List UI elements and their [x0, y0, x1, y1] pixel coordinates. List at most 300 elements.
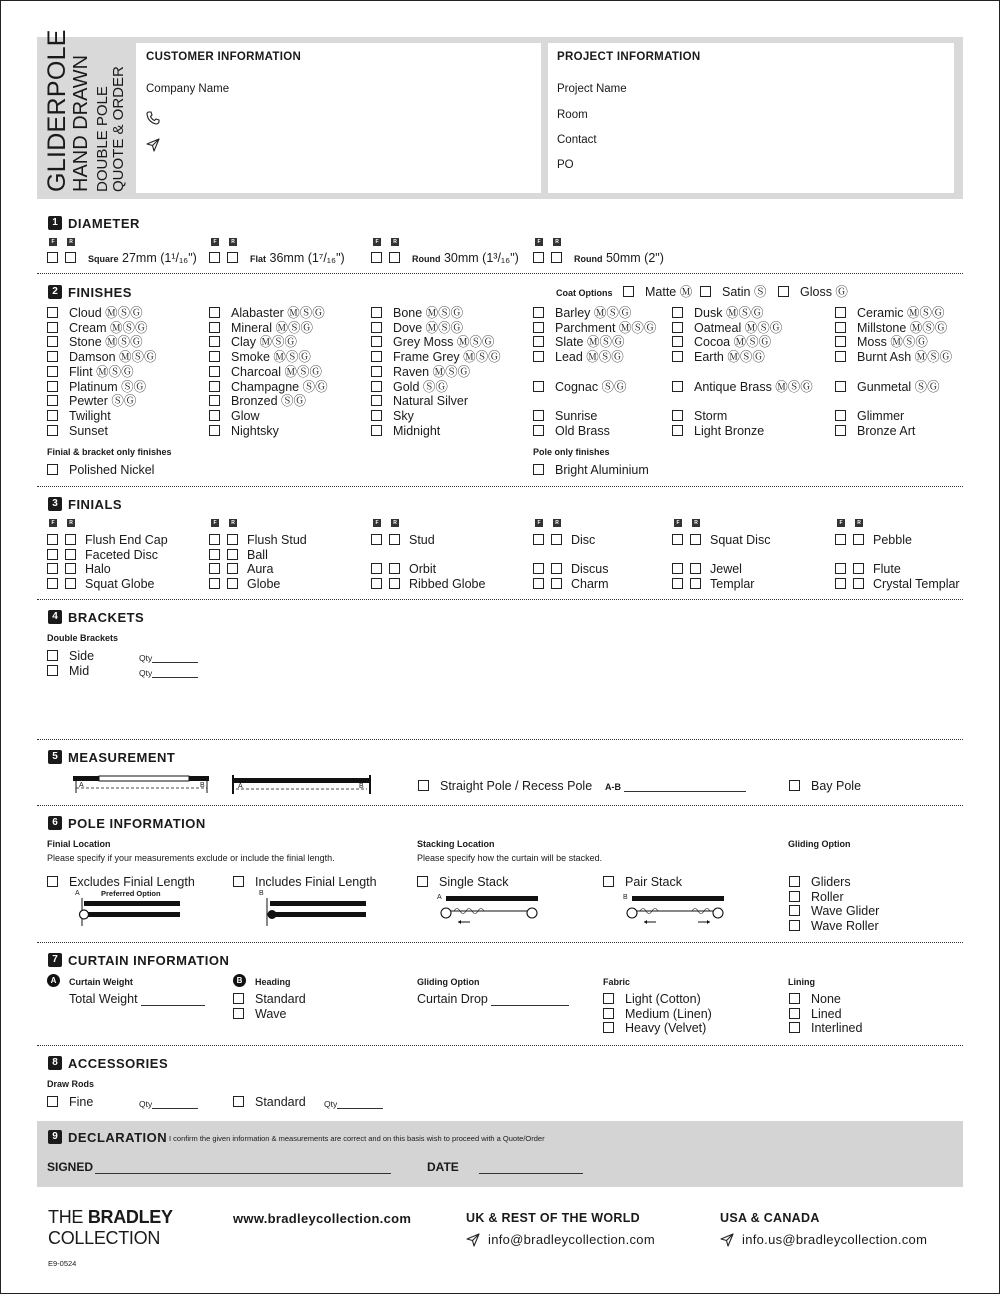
bracket-r-marker: R — [229, 519, 237, 527]
option-label: Cocoa ⓂⓈⒼ — [694, 335, 772, 349]
checkbox[interactable] — [789, 1008, 800, 1019]
phone-icon — [146, 111, 160, 130]
option-label: Grey Moss ⓂⓈⒼ — [393, 335, 495, 349]
checkbox[interactable] — [603, 1022, 614, 1033]
finial-name: Flush Stud — [247, 533, 307, 547]
option-label: Gliders — [811, 875, 851, 889]
diameter-prefix: Round — [574, 254, 603, 264]
option-label: Old Brass — [555, 424, 610, 438]
stacking-location-label: Stacking Location — [417, 839, 495, 849]
checkbox[interactable] — [672, 410, 683, 421]
checkbox[interactable] — [533, 381, 544, 392]
bradley-logo: THE BRADLEY COLLECTION — [48, 1207, 173, 1248]
straight-pole-diagram: A B — [73, 775, 213, 800]
option-label: Gloss Ⓖ — [800, 285, 848, 299]
project-name-field[interactable]: Project Name — [557, 83, 627, 95]
option-label: Natural Silver — [393, 394, 469, 408]
project-heading: PROJECT INFORMATION — [557, 51, 701, 63]
finial-checkbox[interactable] — [533, 534, 544, 545]
finial-name: Crystal Templar — [873, 577, 960, 591]
checkbox[interactable] — [533, 322, 544, 333]
bracket-checkbox[interactable] — [227, 578, 238, 589]
finial-name: Disc — [571, 533, 596, 547]
diameter-option-2 — [412, 251, 519, 265]
checkbox[interactable] — [835, 336, 846, 347]
checkbox[interactable] — [47, 876, 58, 887]
mid-qty-field[interactable]: Qty — [139, 668, 198, 678]
diameter-option-0 — [88, 251, 197, 265]
checkbox[interactable] — [371, 395, 382, 406]
option-label: Light (Cotton) — [625, 992, 701, 1006]
finial-checkbox[interactable] — [835, 563, 846, 574]
checkbox[interactable] — [209, 381, 220, 392]
finial-name: Discus — [571, 562, 609, 576]
checkbox[interactable] — [603, 1008, 614, 1019]
finial-checkbox[interactable] — [209, 549, 220, 560]
option-label: Cream ⓂⓈⒼ — [69, 321, 148, 335]
checkbox[interactable] — [371, 366, 382, 377]
checkbox[interactable] — [209, 395, 220, 406]
finial-checkbox[interactable] — [533, 578, 544, 589]
finial-checkbox[interactable] — [209, 578, 220, 589]
finial-checkbox[interactable] — [47, 549, 58, 560]
total-weight-field[interactable]: Total Weight — [69, 992, 205, 1006]
checkbox[interactable] — [417, 876, 428, 887]
section-9-number: 9 — [48, 1130, 62, 1144]
diameter-option-1 — [250, 251, 345, 265]
option-label: Alabaster ⓂⓈⒼ — [231, 306, 325, 320]
finial-checkbox[interactable] — [47, 578, 58, 589]
checkbox[interactable] — [47, 464, 58, 475]
send-icon — [466, 1233, 480, 1252]
option-label: Mineral ⓂⓈⒼ — [231, 321, 313, 335]
diameter-prefix: Square — [88, 254, 119, 264]
checkbox[interactable] — [371, 425, 382, 436]
option-label: Wave Roller — [811, 919, 879, 933]
checkbox[interactable] — [835, 410, 846, 421]
checkbox[interactable] — [209, 425, 220, 436]
divider — [37, 739, 963, 740]
checkbox[interactable] — [672, 307, 683, 318]
section-7-number: 7 — [48, 953, 62, 967]
title-quote-order: QUOTE & ORDER — [110, 66, 127, 192]
option-label: Millstone ⓂⓈⒼ — [857, 321, 948, 335]
company-name-field[interactable]: Company Name — [146, 83, 230, 95]
checkbox[interactable] — [233, 993, 244, 1004]
bracket-checkbox[interactable] — [389, 563, 400, 574]
declaration-text: I confirm the given information & measurements are correct and on this basis wish to proceed with a Quote/Order — [169, 1134, 545, 1143]
checkbox[interactable] — [233, 1008, 244, 1019]
option-label: Bronzed ⓈⒼ — [231, 394, 307, 408]
finishes-title: FINISHES — [68, 285, 132, 300]
option-label: Matte Ⓜ — [645, 285, 693, 299]
bracket-checkbox[interactable] — [65, 549, 76, 560]
bracket-checkbox[interactable] — [227, 252, 238, 263]
checkbox[interactable] — [371, 336, 382, 347]
finial-checkbox[interactable] — [672, 534, 683, 545]
finial-checkbox[interactable] — [209, 534, 220, 545]
pair-stack-diagram: B — [626, 893, 728, 932]
section-3-number: 3 — [48, 497, 62, 511]
option-label: Damson ⓂⓈⒼ — [69, 350, 157, 364]
title-gliderpole: GLIDERPOLE — [43, 29, 71, 192]
us-email-link[interactable]: info.us@bradleycollection.com — [742, 1232, 928, 1247]
bracket-r-marker: R — [855, 519, 863, 527]
checkbox[interactable] — [623, 286, 634, 297]
divider — [37, 1045, 963, 1046]
diameter-title: DIAMETER — [68, 216, 140, 231]
option-label: Bone ⓂⓈⒼ — [393, 306, 464, 320]
bracket-r-marker: R — [229, 238, 237, 246]
checkbox[interactable] — [789, 905, 800, 916]
option-label: Dusk ⓂⓈⒼ — [694, 306, 764, 320]
bracket-checkbox[interactable] — [65, 534, 76, 545]
option-label: Heavy (Velvet) — [625, 1021, 707, 1035]
uk-heading: UK & REST OF THE WORLD — [466, 1211, 640, 1225]
excludes-finial-diagram: A — [72, 890, 184, 931]
option-label: Sunrise — [555, 409, 598, 423]
finial-name: Templar — [710, 577, 755, 591]
option-label: Champagne ⓈⒼ — [231, 380, 328, 394]
finial-checkbox[interactable] — [371, 578, 382, 589]
option-label: Glimmer — [857, 409, 905, 423]
finial-f-marker: F — [49, 238, 57, 246]
checkbox[interactable] — [533, 410, 544, 421]
option-label: Bronze Art — [857, 424, 916, 438]
standard-qty-field[interactable]: Qty — [324, 1099, 383, 1109]
option-label: Pewter ⓈⒼ — [69, 394, 137, 408]
divider — [37, 486, 963, 487]
bracket-checkbox[interactable] — [853, 563, 864, 574]
bracket-checkbox[interactable] — [551, 578, 562, 589]
fabric-label: Fabric — [603, 977, 631, 987]
uk-email-link[interactable]: info@bradleycollection.com — [488, 1232, 655, 1247]
po-field[interactable]: PO — [557, 159, 574, 171]
preferred-option-label: Preferred Option — [101, 889, 161, 898]
checkbox[interactable] — [47, 395, 58, 406]
option-label: Gunmetal ⓈⒼ — [857, 380, 940, 394]
section-4-number: 4 — [48, 610, 62, 624]
checkbox[interactable] — [209, 351, 220, 362]
checkbox[interactable] — [209, 336, 220, 347]
option-label: Satin Ⓢ — [722, 285, 767, 299]
option-label: Cloud ⓂⓈⒼ — [69, 306, 143, 320]
brackets-title: BRACKETS — [68, 610, 145, 625]
option-label: Sunset — [69, 424, 108, 438]
option-label: Gold ⓈⒼ — [393, 380, 448, 394]
option-label: Roller — [811, 890, 844, 904]
checkbox[interactable] — [789, 993, 800, 1004]
customer-heading: CUSTOMER INFORMATION — [146, 51, 302, 63]
bracket-checkbox[interactable] — [690, 578, 701, 589]
bracket-checkbox[interactable] — [551, 534, 562, 545]
contact-field[interactable]: Contact — [557, 134, 597, 146]
finial-name: Flush End Cap — [85, 533, 168, 547]
checkbox[interactable] — [835, 351, 846, 362]
checkbox[interactable] — [672, 322, 683, 333]
checkbox[interactable] — [233, 876, 244, 887]
date-field[interactable]: DATE — [427, 1160, 583, 1174]
option-label: Storm — [694, 409, 728, 423]
finial-checkbox[interactable] — [371, 252, 382, 263]
gliding-option-label: Gliding Option — [788, 839, 851, 849]
diameter-prefix: Flat — [250, 254, 267, 264]
title-hand-drawn: HAND DRAWN — [70, 54, 92, 192]
diameter-prefix: Round — [412, 254, 441, 264]
checkbox[interactable] — [47, 351, 58, 362]
option-label: Medium (Linen) — [625, 1007, 712, 1021]
checkbox[interactable] — [672, 381, 683, 392]
finial-checkbox[interactable] — [533, 563, 544, 574]
room-field[interactable]: Room — [557, 109, 588, 121]
checkbox[interactable] — [47, 381, 58, 392]
fine-qty-field[interactable]: Qty — [139, 1099, 198, 1109]
curtain-information-title: CURTAIN INFORMATION — [68, 953, 230, 968]
bracket-checkbox[interactable] — [227, 563, 238, 574]
diameter-size: 50mm (2") — [605, 251, 664, 265]
divider — [37, 805, 963, 806]
option-label: Parchment ⓂⓈⒼ — [555, 321, 657, 335]
finial-f-marker: F — [535, 238, 543, 246]
option-label: Charcoal ⓂⓈⒼ — [231, 365, 322, 379]
finial-checkbox[interactable] — [47, 252, 58, 263]
option-label: Dove ⓂⓈⒼ — [393, 321, 464, 335]
checkbox[interactable] — [371, 322, 382, 333]
option-label: Flint ⓂⓈⒼ — [69, 365, 134, 379]
finials-title: FINIALS — [68, 497, 123, 512]
option-label: Burnt Ash ⓂⓈⒼ — [857, 350, 953, 364]
curtain-gliding-option-label: Gliding Option — [417, 977, 480, 987]
curtain-drop-field[interactable]: Curtain Drop — [417, 992, 569, 1006]
finial-checkbox[interactable] — [672, 563, 683, 574]
finial-checkbox[interactable] — [371, 563, 382, 574]
circle-b-badge: B — [233, 974, 246, 987]
bracket-checkbox[interactable] — [65, 252, 76, 263]
option-label: Nightsky — [231, 424, 279, 438]
bracket-r-marker: R — [692, 519, 700, 527]
bracket-checkbox[interactable] — [690, 563, 701, 574]
option-label: Midnight — [393, 424, 441, 438]
finial-checkbox[interactable] — [47, 563, 58, 574]
coat-options-label: Coat Options — [556, 288, 613, 298]
checkbox[interactable] — [672, 336, 683, 347]
checkbox[interactable] — [778, 286, 789, 297]
finial-checkbox[interactable] — [835, 578, 846, 589]
checkbox[interactable] — [789, 1022, 800, 1033]
checkbox[interactable] — [789, 920, 800, 931]
accessories-title: ACCESSORIES — [68, 1056, 169, 1071]
heading-label: Heading — [255, 977, 291, 987]
bracket-checkbox[interactable] — [389, 534, 400, 545]
checkbox[interactable] — [835, 307, 846, 318]
checkbox[interactable] — [835, 425, 846, 436]
checkbox[interactable] — [603, 876, 614, 887]
checkbox[interactable] — [371, 351, 382, 362]
project-info-box — [548, 43, 954, 193]
finial-name: Flute — [873, 562, 901, 576]
includes-finial-diagram: B — [258, 890, 370, 931]
option-label: Lead ⓂⓈⒼ — [555, 350, 624, 364]
finial-name: Pebble — [873, 533, 912, 547]
finial-f-marker: F — [211, 519, 219, 527]
option-label: Oatmeal ⓂⓈⒼ — [694, 321, 783, 335]
curtain-weight-label: Curtain Weight — [69, 977, 133, 987]
checkbox[interactable] — [533, 351, 544, 362]
diameter-size: 36mm (1⁷/₁₆") — [269, 251, 345, 265]
checkbox[interactable] — [789, 780, 800, 791]
checkbox[interactable] — [209, 366, 220, 377]
checkbox[interactable] — [789, 876, 800, 887]
us-heading: USA & CANADA — [720, 1211, 820, 1225]
checkbox[interactable] — [533, 425, 544, 436]
checkbox[interactable] — [47, 366, 58, 377]
diameter-option-3 — [574, 251, 664, 265]
bracket-r-marker: R — [553, 238, 561, 246]
checkbox[interactable] — [371, 410, 382, 421]
option-label: Earth ⓂⓈⒼ — [694, 350, 765, 364]
side-qty-field[interactable]: Qty — [139, 653, 198, 663]
checkbox[interactable] — [533, 464, 544, 475]
checkbox[interactable] — [209, 307, 220, 318]
option-label: Ceramic ⓂⓈⒼ — [857, 306, 945, 320]
checkbox[interactable] — [672, 351, 683, 362]
option-label: None — [811, 992, 841, 1006]
divider — [37, 942, 963, 943]
ab-measurement-field[interactable]: A-B — [605, 782, 746, 792]
recess-pole-diagram: A B — [232, 775, 372, 800]
checkbox[interactable] — [47, 307, 58, 318]
option-label: Platinum ⓈⒼ — [69, 380, 147, 394]
finial-name: Aura — [247, 562, 274, 576]
single-stack-diagram: A — [440, 893, 542, 932]
finial-name: Ball — [247, 548, 268, 562]
website-link[interactable]: www.bradleycollection.com — [233, 1211, 412, 1226]
finial-name: Charm — [571, 577, 609, 591]
checkbox[interactable] — [418, 780, 429, 791]
finial-name: Squat Disc — [710, 533, 771, 547]
checkbox[interactable] — [533, 336, 544, 347]
signed-field[interactable]: SIGNED — [47, 1160, 391, 1174]
option-label: Antique Brass ⓂⓈⒼ — [694, 380, 813, 394]
section-8-number: 8 — [48, 1056, 62, 1070]
checkbox[interactable] — [47, 650, 58, 661]
bracket-checkbox[interactable] — [389, 578, 400, 589]
declaration-title: DECLARATION — [68, 1130, 168, 1145]
checkbox[interactable] — [700, 286, 711, 297]
bracket-checkbox[interactable] — [65, 578, 76, 589]
option-label: Smoke ⓂⓈⒼ — [231, 350, 311, 364]
checkbox[interactable] — [209, 410, 220, 421]
checkbox[interactable] — [789, 891, 800, 902]
checkbox[interactable] — [47, 425, 58, 436]
checkbox[interactable] — [47, 336, 58, 347]
finial-location-note: Please specify if your measurements exclude or include the finial length. — [47, 853, 335, 863]
finial-f-marker: F — [49, 519, 57, 527]
bracket-checkbox[interactable] — [65, 563, 76, 574]
section-1-number: 1 — [48, 216, 62, 230]
section-5-number: 5 — [48, 750, 62, 764]
finial-f-marker: F — [837, 519, 845, 527]
declaration-band — [37, 1121, 963, 1187]
checkbox[interactable] — [47, 665, 58, 676]
checkbox[interactable] — [47, 410, 58, 421]
finial-name: Globe — [247, 577, 281, 591]
section-2-number: 2 — [48, 285, 62, 299]
lining-label: Lining — [788, 977, 815, 987]
finial-checkbox[interactable] — [835, 534, 846, 545]
double-brackets-label: Double Brackets — [47, 633, 119, 643]
checkbox[interactable] — [603, 993, 614, 1004]
finial-f-marker: F — [373, 238, 381, 246]
finial-checkbox[interactable] — [47, 534, 58, 545]
section-6-number: 6 — [48, 816, 62, 830]
option-label: Slate ⓂⓈⒼ — [555, 335, 625, 349]
bracket-checkbox[interactable] — [227, 534, 238, 545]
option-label: Wave Glider — [811, 904, 880, 918]
send-icon — [146, 138, 160, 157]
finial-f-marker: F — [211, 238, 219, 246]
finial-checkbox[interactable] — [672, 578, 683, 589]
send-icon — [720, 1233, 734, 1252]
finial-name: Faceted Disc — [85, 548, 158, 562]
finial-checkbox[interactable] — [371, 534, 382, 545]
checkbox[interactable] — [835, 381, 846, 392]
option-label: Cognac ⓈⒼ — [555, 380, 627, 394]
checkbox[interactable] — [209, 322, 220, 333]
option-label: Glow — [231, 409, 260, 423]
divider — [37, 273, 963, 274]
finial-f-marker: F — [373, 519, 381, 527]
finial-bracket-finishes-label: Finial & bracket only finishes — [47, 447, 172, 457]
option-label: Barley ⓂⓈⒼ — [555, 306, 632, 320]
bracket-r-marker: R — [67, 238, 75, 246]
divider — [37, 599, 963, 600]
bracket-checkbox[interactable] — [853, 534, 864, 545]
bracket-checkbox[interactable] — [690, 534, 701, 545]
bracket-checkbox[interactable] — [389, 252, 400, 263]
finial-name: Halo — [85, 562, 111, 576]
checkbox[interactable] — [371, 381, 382, 392]
checkbox[interactable] — [233, 1096, 244, 1107]
finial-name: Stud — [409, 533, 435, 547]
checkbox[interactable] — [47, 322, 58, 333]
bracket-checkbox[interactable] — [551, 563, 562, 574]
form-title — [44, 29, 127, 192]
bracket-r-marker: R — [67, 519, 75, 527]
checkbox[interactable] — [533, 307, 544, 318]
finial-checkbox[interactable] — [533, 252, 544, 263]
customer-info-box — [136, 43, 541, 193]
checkbox[interactable] — [371, 307, 382, 318]
finial-checkbox[interactable] — [209, 252, 220, 263]
finial-name: Squat Globe — [85, 577, 155, 591]
finial-name: Jewel — [710, 562, 742, 576]
checkbox[interactable] — [835, 322, 846, 333]
bracket-checkbox[interactable] — [551, 252, 562, 263]
finial-f-marker: F — [535, 519, 543, 527]
bracket-checkbox[interactable] — [853, 578, 864, 589]
finial-checkbox[interactable] — [209, 563, 220, 574]
option-label: Interlined — [811, 1021, 863, 1035]
bracket-r-marker: R — [553, 519, 561, 527]
circle-a-badge: A — [47, 974, 60, 987]
stacking-location-note: Please specify how the curtain will be stacked. — [417, 853, 603, 863]
bracket-checkbox[interactable] — [227, 549, 238, 560]
document-code: E9-0524 — [48, 1259, 77, 1268]
checkbox[interactable] — [47, 1096, 58, 1107]
bracket-r-marker: R — [391, 519, 399, 527]
checkbox[interactable] — [672, 425, 683, 436]
